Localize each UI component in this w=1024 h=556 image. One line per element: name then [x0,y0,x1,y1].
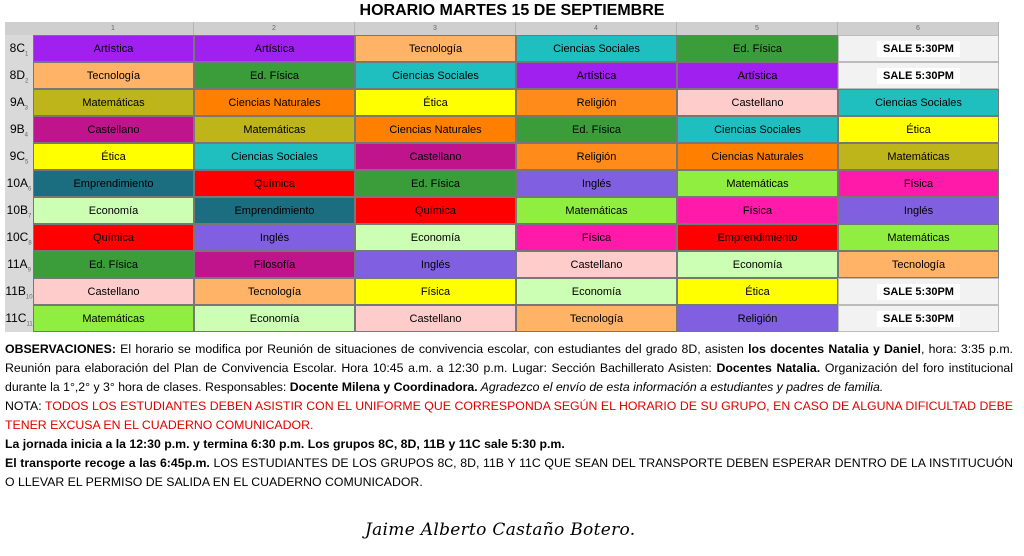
cell-text: Ciencias Sociales [714,123,801,136]
column-header: 4 [516,22,677,35]
cell-text: Física [581,231,612,244]
observaciones-paragraph [5,340,1013,397]
nota-paragraph [5,397,1013,435]
subject-cell [355,197,516,224]
cell-text: Economía [571,285,622,298]
subject-cell [33,278,194,305]
cell-text: Ed. Física [250,69,299,82]
cell-text: Química [415,204,456,217]
cell-text: Inglés [581,177,612,190]
subject-cell [194,143,355,170]
transporte-text: LOS ESTUDIANTES DE LOS GRUPOS 8C, 8D, 11B Y 11C QUE SEAN DEL TRANSPORTE DEBEN ESPERAR DENTRO DE LA INSTITUCUÓN O LLEVAR EL PERMISO DE SALIDA EN EL CUADERNO COMUNICADOR. [5,456,1013,489]
cell-text: Filosofía [253,258,296,271]
cell-text: Inglés [903,204,934,217]
sale-cell [838,305,999,332]
row-label [5,305,34,332]
cell-text: Tecnología [86,69,141,82]
row-label [5,116,34,143]
cell-text: Química [93,231,134,244]
cell-text: Economía [249,312,300,325]
subject-cell [838,143,999,170]
obs-bold-1: los docentes Natalia y Daniel [748,342,921,356]
cell-text: Física [903,177,934,190]
subject-cell [194,278,355,305]
cell-text: Emprendimiento [717,231,798,244]
subject-cell [677,224,838,251]
obs-bold-3: Docente Milena y Coordinadora. [289,380,478,394]
cell-text: Castellano [87,285,140,298]
cell-text: Matemáticas [565,204,628,217]
column-header: 6 [838,22,999,35]
subject-cell [838,251,999,278]
cell-text: Artística [93,42,134,55]
cell-text: Ciencias Naturales [389,123,482,136]
cell-text: Ética [906,123,931,136]
subject-cell [516,62,677,89]
subject-cell [194,251,355,278]
row-number: 1 [25,51,29,58]
subject-cell [516,35,677,62]
row-label-text: 10C [6,230,29,244]
subject-cell [516,251,677,278]
subject-cell [516,116,677,143]
sale-cell [838,35,999,62]
subject-cell [33,224,194,251]
signature: Jaime Alberto Castaño Botero. [365,520,636,540]
subject-cell [355,116,516,143]
cell-text: Física [420,285,451,298]
row-label [5,251,34,278]
cell-text: SALE 5:30PM [877,284,960,300]
subject-cell [194,170,355,197]
cell-text: Economía [732,258,783,271]
subject-cell [677,62,838,89]
subject-cell [194,62,355,89]
subject-cell [33,251,194,278]
cell-text: Artística [576,69,617,82]
row-label [5,35,34,62]
row-label-text: 9B [9,122,25,136]
cell-text: Artística [254,42,295,55]
row-label-text: 10B [6,203,28,217]
cell-text: Inglés [420,258,451,271]
subject-cell [355,62,516,89]
column-header: 5 [677,22,838,35]
subject-cell [838,197,999,224]
subject-cell [33,170,194,197]
row-number: 10 [25,294,33,301]
subject-cell [355,224,516,251]
row-label-text: 10A [6,176,28,190]
subject-cell [33,305,194,332]
cell-text: Artística [737,69,778,82]
cell-text: Economía [410,231,461,244]
cell-text: Matemáticas [887,231,950,244]
cell-text: Ed. Física [89,258,138,271]
subject-cell [677,35,838,62]
row-label-text: 8C [9,41,25,55]
nota-label: NOTA: [5,399,45,413]
obs-text-3: Organización del foro institucional durante la 1°,2° y 3° hora de clases. Responsables: [5,361,1014,394]
subject-cell [33,197,194,224]
subject-cell [516,224,677,251]
subject-cell [838,89,999,116]
row-label [5,170,34,197]
cell-text: Tecnología [247,285,302,298]
subject-cell [355,251,516,278]
nota-text: TODOS LOS ESTUDIANTES DEBEN ASISTIR CON EL UNIFORME QUE CORRESPONDA SEGÚN EL HORARIO DE SU GRUPO, EN CASO DE ALGUNA DIFICULTAD DEBE TENER EXCUSA EN EL CUADERNO COMUNICADOR. [5,399,1013,432]
cell-text: Matemáticas [82,96,145,109]
observaciones-label: OBSERVACIONES: [5,342,116,356]
subject-cell [677,170,838,197]
row-label [5,62,34,89]
subject-cell [838,224,999,251]
row-label [5,278,34,305]
obs-italic: Agradezco el envío de esta información a estudiantes y padres de familia. [477,380,884,394]
subject-cell [677,89,838,116]
column-header: 3 [355,22,516,35]
obs-text-2: , hora: 3:35 p.m. Reunión para elaboración del Plan de Convivencia Escolar. Hora 10:45 a.m. a 12:30 p.m. Lugar: Sección Bachillerato Asisten: [5,342,1013,375]
row-label-text: 11A [7,257,28,271]
subject-cell [33,143,194,170]
subject-cell [838,116,999,143]
cell-text: Ética [101,150,126,163]
subject-cell [516,89,677,116]
cell-text: Ed. Física [733,42,782,55]
row-number: 5 [25,159,29,166]
cell-text: Ciencias Sociales [231,150,318,163]
cell-text: Tecnología [569,312,624,325]
subject-cell [516,278,677,305]
cell-text: Ed. Física [411,177,460,190]
cell-text: Tecnología [891,258,946,271]
subject-cell [33,62,194,89]
subject-cell [355,143,516,170]
transporte-bold: El transporte recoge a las 6:45p.m. [5,456,210,470]
cell-text: Castellano [87,123,140,136]
cell-text: Matemáticas [887,150,950,163]
row-label-text: 11B [5,284,26,298]
row-label-text: 9A [9,95,25,109]
subject-cell [677,143,838,170]
cell-text: Matemáticas [243,123,306,136]
subject-cell [355,89,516,116]
cell-text: Inglés [259,231,290,244]
cell-text: Ciencias Naturales [711,150,804,163]
cell-text: Ética [745,285,770,298]
row-label-text: 9C [9,149,25,163]
cell-text: Matemáticas [82,312,145,325]
cell-text: Ciencias Sociales [392,69,479,82]
jornada-paragraph: La jornada inicia a la 12:30 p.m. y termina 6:30 p.m. Los grupos 8C, 8D, 11B y 11C sale 5:30 p.m. [5,437,565,451]
cell-text: Religión [576,150,617,163]
cell-text: SALE 5:30PM [877,41,960,57]
subject-cell [677,278,838,305]
sale-cell [838,278,999,305]
subject-cell [194,197,355,224]
subject-cell [355,170,516,197]
row-label [5,89,34,116]
row-number: 6 [28,186,32,193]
row-number: 4 [24,132,29,139]
transporte-paragraph [5,454,1013,492]
row-label [5,197,34,224]
cell-text: Emprendimiento [234,204,315,217]
cell-text: Castellano [409,150,462,163]
row-number: 9 [27,267,31,274]
subject-cell [355,35,516,62]
cell-text: Castellano [570,258,623,271]
subject-cell [516,197,677,224]
schedule-grid [5,22,999,332]
subject-cell [33,116,194,143]
row-number: 8 [28,240,32,247]
row-label [5,143,34,170]
subject-cell [194,89,355,116]
cell-text: Castellano [409,312,462,325]
cell-text: Ciencias Naturales [228,96,321,109]
row-number: 3 [24,105,29,112]
cell-text: Tecnología [408,42,463,55]
subject-cell [677,197,838,224]
subject-cell [33,35,194,62]
row-label [5,224,34,251]
cell-text: Ética [423,96,448,109]
subject-cell [355,305,516,332]
cell-text: Matemáticas [726,177,789,190]
subject-cell [516,305,677,332]
cell-text: Economía [88,204,139,217]
subject-cell [838,170,999,197]
subject-cell [194,305,355,332]
cell-text: Religión [576,96,617,109]
subject-cell [516,143,677,170]
page-title: HORARIO MARTES 15 DE SEPTIEMBRE [359,2,665,19]
cell-text: Castellano [731,96,784,109]
subject-cell [194,224,355,251]
column-header: 2 [194,22,355,35]
row-label-text: 11C [5,311,27,325]
subject-cell [677,305,838,332]
subject-cell [194,116,355,143]
cell-text: SALE 5:30PM [877,311,960,327]
cell-text: Ciencias Sociales [875,96,962,109]
cell-text: Religión [737,312,778,325]
subject-cell [194,35,355,62]
cell-text: Emprendimiento [73,177,154,190]
cell-text: Ciencias Sociales [553,42,640,55]
row-number: 11 [26,321,33,328]
row-label-text: 8D [9,68,25,82]
subject-cell [677,116,838,143]
cell-text: Física [742,204,773,217]
cell-text: SALE 5:30PM [877,68,960,84]
row-number: 7 [28,213,32,220]
cell-text: Química [254,177,295,190]
subject-cell [677,251,838,278]
subject-cell [33,89,194,116]
notes-section [5,340,1013,492]
subject-cell [516,170,677,197]
sale-cell [838,62,999,89]
column-header: 1 [33,22,194,35]
cell-text: Ed. Física [572,123,621,136]
row-number: 2 [25,78,29,85]
obs-text-1: El horario se modifica por Reunión de situaciones de convivencia escolar, con estudiantes del grado 8D, asisten [115,342,749,356]
subject-cell [355,278,516,305]
obs-bold-2: Docentes Natalia. [716,361,821,375]
